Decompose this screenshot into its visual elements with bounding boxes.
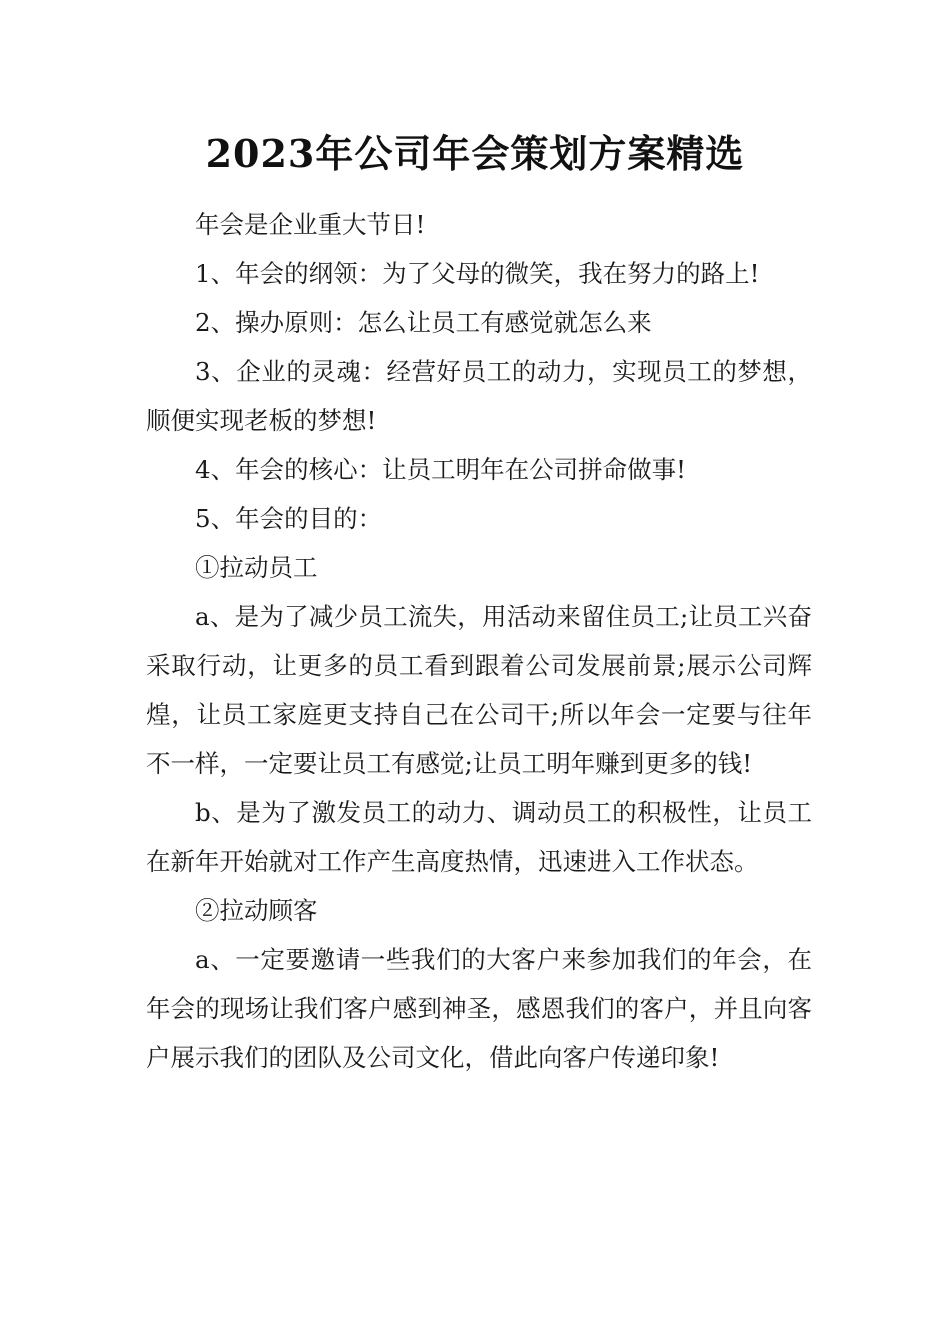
paragraph: b、是为了激发员工的动力、调动员工的积极性，让员工在新年开始就对工作产生高度热情，迅速进入工作状态。 (146, 798, 812, 876)
paragraph: 2、操办原则：怎么让员工有感觉就怎么来 (195, 308, 652, 337)
document-title: 2023年公司年会策划方案精选 (205, 131, 745, 176)
paragraph: ②拉动顾客 (195, 896, 318, 925)
paragraph: 4、年会的核心：让员工明年在公司拼命做事! (195, 455, 686, 484)
paragraph: 5、年会的目的： (195, 504, 383, 533)
paragraph: a、是为了减少员工流失，用活动来留住员工;让员工兴奋采取行动，让更多的员工看到跟着公司发展前景;展示公司辉煌，让员工家庭更支持自己在公司干;所以年会一定要与往年不一样，一定要让员工有感觉;让员工明年赚到更多的钱! (146, 602, 812, 778)
paragraph: a、一定要邀请一些我们的大客户来参加我们的年会，在年会的现场让我们客户感到神圣，感恩我们的客户，并且向客户展示我们的团队及公司文化，借此向客户传递印象! (146, 945, 812, 1072)
paragraph: 年会是企业重大节日! (195, 210, 426, 239)
paragraph: ①拉动员工 (195, 553, 318, 582)
paragraph: 3、企业的灵魂：经营好员工的动力，实现员工的梦想，顺便实现老板的梦想! (146, 357, 812, 435)
paragraph: 1、年会的纲领：为了父母的微笑，我在努力的路上! (195, 259, 760, 288)
document-body (146, 200, 812, 1082)
